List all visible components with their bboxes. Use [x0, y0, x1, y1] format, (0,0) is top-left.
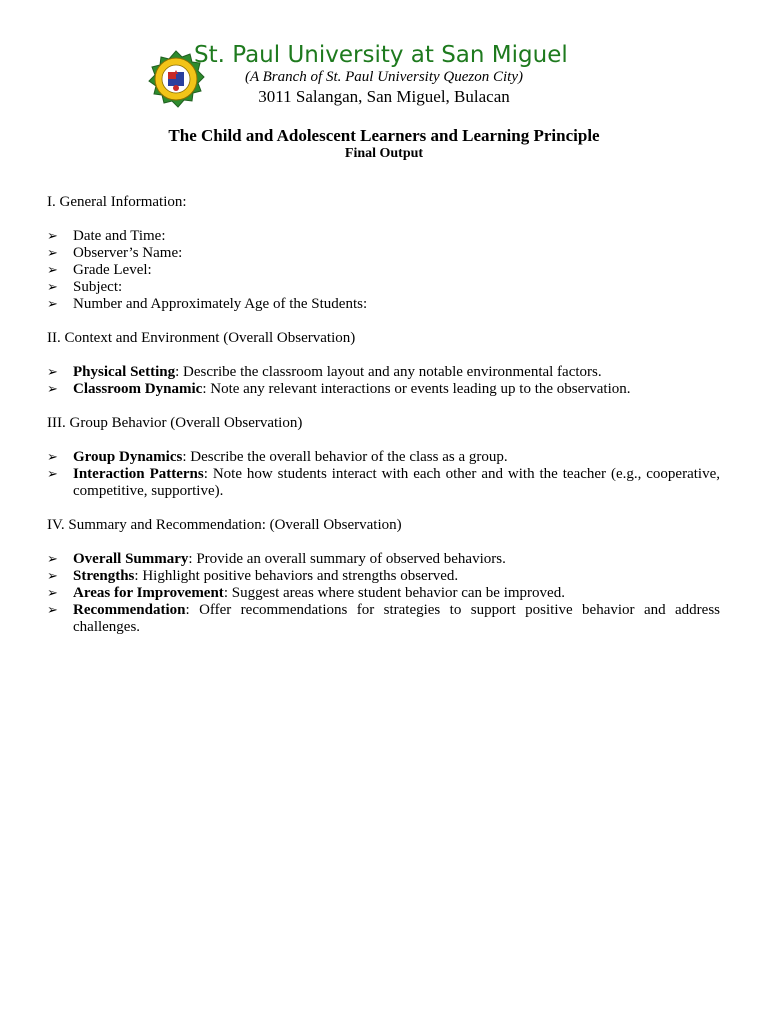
section-heading: IV. Summary and Recommendation: (Overall Observation) — [47, 517, 402, 533]
item-text: Observer’s Name: — [73, 245, 183, 261]
arrow-bullet-icon: ➢ — [47, 552, 58, 567]
section-group-behavior — [47, 415, 720, 500]
list-item — [47, 245, 720, 262]
arrow-bullet-icon: ➢ — [47, 229, 58, 244]
arrow-bullet-icon: ➢ — [47, 280, 58, 295]
item-text: Grade Level: — [73, 262, 152, 278]
section-general-information — [47, 194, 720, 313]
arrow-bullet-icon: ➢ — [47, 603, 58, 618]
bullet-list — [47, 551, 720, 636]
list-item — [47, 449, 720, 466]
bullet-list — [47, 364, 720, 398]
item-term: Physical Setting — [73, 364, 176, 380]
item-text: : Offer recommendations for strategies to support positive behavior and address challenges. — [73, 602, 720, 635]
item-text: Date and Time: — [73, 228, 166, 244]
item-term: Strengths — [73, 568, 135, 584]
arrow-bullet-icon: ➢ — [47, 365, 58, 380]
section-context-environment — [47, 330, 720, 398]
arrow-bullet-icon: ➢ — [47, 586, 58, 601]
section-heading: III. Group Behavior (Overall Observation) — [47, 415, 303, 431]
item-term: Overall Summary — [73, 551, 189, 567]
item-text: : Describe the overall behavior of the class as a group. — [182, 449, 508, 465]
item-text: : Describe the classroom layout and any notable environmental factors. — [175, 364, 602, 380]
section-summary-recommendation — [47, 517, 720, 636]
item-text: Subject: — [73, 279, 123, 295]
list-item — [47, 228, 720, 245]
section-heading: I. General Information: — [47, 194, 187, 210]
arrow-bullet-icon: ➢ — [47, 297, 58, 312]
item-term: Recommendation — [73, 602, 186, 618]
item-text: : Note any relevant interactions or events leading up to the observation. — [202, 381, 631, 397]
list-item — [47, 279, 720, 296]
list-item — [47, 568, 720, 585]
list-item — [47, 364, 720, 381]
arrow-bullet-icon: ➢ — [47, 263, 58, 278]
list-item — [47, 262, 720, 279]
university-address: 3011 Salangan, San Miguel, Bulacan — [258, 87, 510, 106]
document-title: The Child and Adolescent Learners and Learning Principle — [168, 126, 600, 145]
branch-subtitle: (A Branch of St. Paul University Quezon City) — [244, 69, 523, 85]
document-body — [47, 194, 720, 653]
arrow-bullet-icon: ➢ — [47, 246, 58, 261]
arrow-bullet-icon: ➢ — [47, 450, 58, 465]
item-text: : Suggest areas where student behavior can be improved. — [223, 585, 565, 601]
arrow-bullet-icon: ➢ — [47, 467, 58, 482]
item-term: Classroom Dynamic — [73, 381, 203, 397]
item-text: : Highlight positive behaviors and strengths observed. — [134, 568, 459, 584]
item-text: : Note how students interact with each other and with the teacher (e.g., cooperative, competitive, supportive). — [73, 466, 720, 499]
item-term: Areas for Improvement — [73, 585, 224, 601]
list-item — [47, 551, 720, 568]
list-item — [47, 381, 720, 398]
item-text: : Provide an overall summary of observed behaviors. — [188, 551, 506, 567]
section-heading: II. Context and Environment (Overall Observation) — [47, 330, 356, 346]
list-item — [47, 466, 720, 500]
university-name: St. Paul University at San Miguel — [194, 42, 568, 68]
arrow-bullet-icon: ➢ — [47, 569, 58, 584]
document-subtitle: Final Output — [344, 146, 424, 161]
list-item — [47, 296, 720, 313]
arrow-bullet-icon: ➢ — [47, 382, 58, 397]
list-item — [47, 585, 720, 602]
list-item — [47, 602, 720, 636]
bullet-list — [47, 228, 720, 313]
item-term: Group Dynamics — [73, 449, 183, 465]
bullet-list — [47, 449, 720, 500]
item-term: Interaction Patterns — [73, 466, 204, 482]
item-text: Number and Approximately Age of the Students: — [73, 296, 368, 312]
